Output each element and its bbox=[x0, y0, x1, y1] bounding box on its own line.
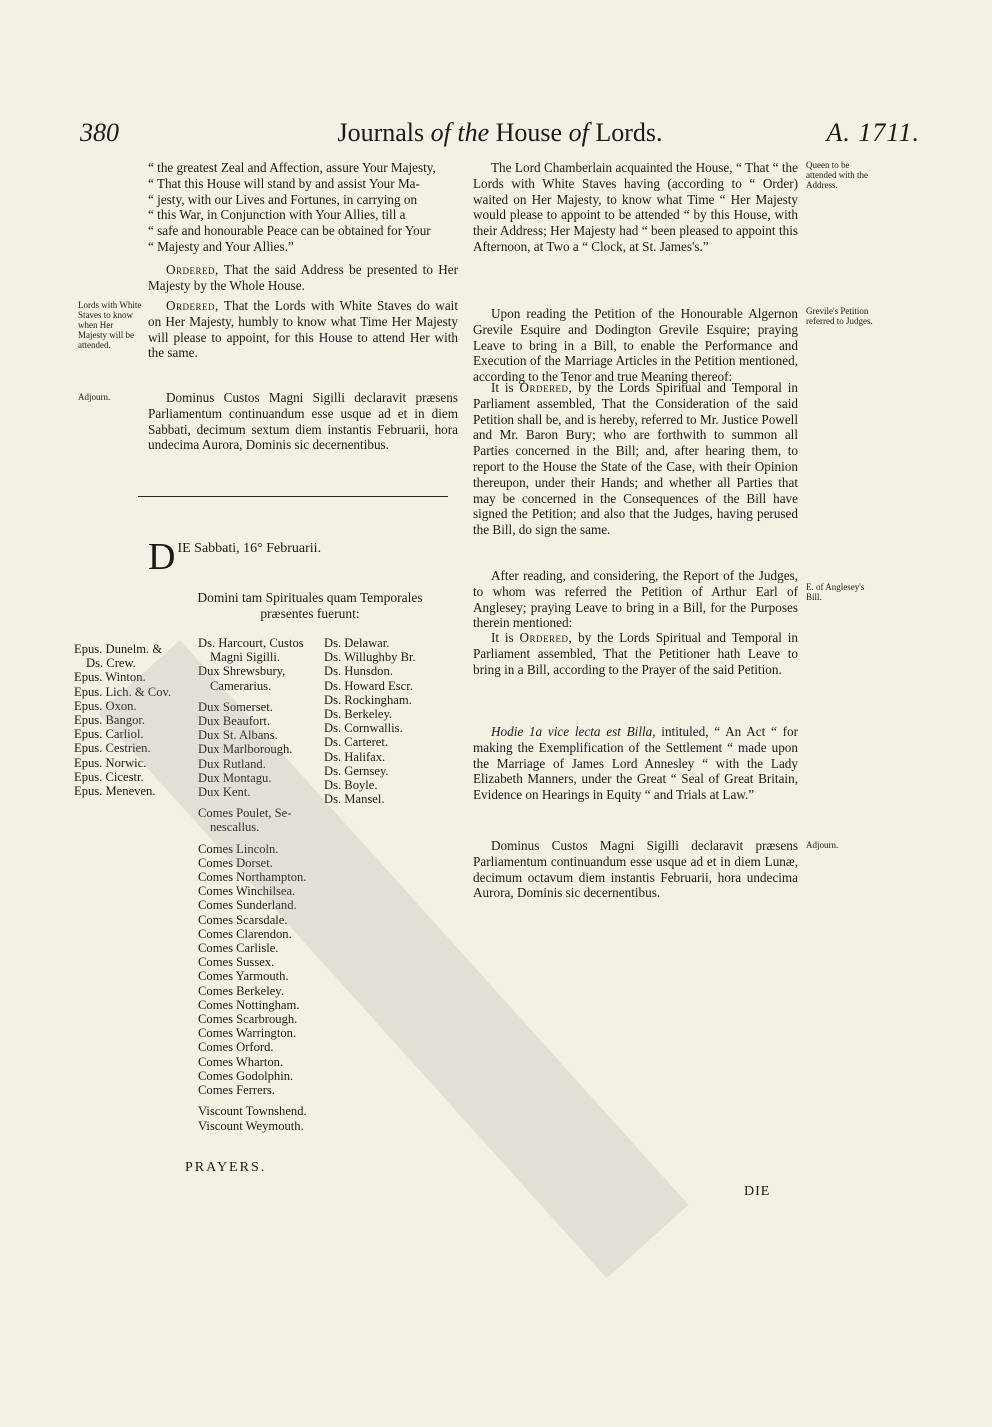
ordered-anglesey: It is Ordered, by the Lords Spiritual and Temporal in Parliament assembled, That the Petitioner hath Leave to bring in a Bill, according to the Prayer of the said Petition. bbox=[473, 630, 799, 677]
margin-note-anglesey: E. of Anglesey's Bill. bbox=[806, 582, 865, 602]
margin-note-grevile: Grevile's Petition referred to Judges. bbox=[806, 306, 873, 326]
running-title: Journals of the House of Lords. bbox=[337, 118, 663, 147]
margin-note-adjourn-left: Adjourn. bbox=[78, 392, 111, 402]
chamberlain-paragraph: The Lord Chamberlain acquainted the House, “ That “ the Lords with White Staves having (according to “ Order) waited on Her Majesty, to know what Time “ Her Majesty would please to appoint to be attended “ by this House, with their Address; Her Majesty had “ been pleased to appoint this Afternoon, at Two a “ Clock, at St. James's.” bbox=[473, 160, 798, 254]
petition-grevile: Upon reading the Petition of the Honourable Algernon Grevile Esquire and Dodington Grevile Esquire; praying Leave to bring in a Bill, to enable the Performance and Execution of the Marriage Articles in the Petition mentioned, according to the Tenor and true Meaning thereof: bbox=[473, 306, 798, 385]
margin-note-queen: Queen to be attended with the Address. bbox=[806, 160, 868, 190]
hodie-billa: Hodie 1a vice lecta est Billa, intituled, “ An Act “ for making the Exemplification of the Settlement “ made upon the Marriage of James Lord Annesley “ with the Lady Elizabeth Manners, under the Great “ Seal of Great Britain, Evidence on Hearings in Equity “ and Trials at Law.” bbox=[473, 724, 798, 803]
report-anglesey: After reading, and considering, the Report of the Judges, to whom was referred the Petition of Arthur Earl of Anglesey; praying Leave to bring in a Bill, for the Purposes therein mentioned: bbox=[473, 568, 798, 631]
margin-note-adjourn-right: Adjourn. bbox=[806, 840, 839, 850]
catchword: DIE bbox=[744, 1184, 771, 1199]
margin-note-white-staves: Lords with White Staves to know when Her Majesty will be attended. bbox=[78, 300, 142, 350]
drop-cap: D bbox=[148, 536, 176, 578]
ordered-white-staves: Ordered, That the Lords with White Staves do wait on Her Majesty, humbly to know what Time Her Majesty will please to appoint, for this House to attend Her with the same. bbox=[148, 298, 458, 361]
section-divider bbox=[138, 496, 448, 497]
ordered-address: Ordered, That the said Address be presented to Her Majesty by the Whole House. bbox=[148, 262, 458, 293]
address-quote: “ the greatest Zeal and Affection, assure Your Majesty, “ That this House will stand by and assist Your Ma- “ jesty, with our Lives and Fortunes, in carrying on “ this War, in Conjunction with Your Allies, till a “ safe and honourable Peace can be obtained for Your “ Majesty and Your Allies.” bbox=[148, 160, 436, 254]
prayers-heading: PRAYERS. bbox=[185, 1160, 267, 1175]
attendance-col-bishops: Epus. Dunelm. & Ds. Crew. Epus. Winton. Epus. Lich. & Cov. Epus. Oxon. Epus. Bangor. Epus. Carliol. Epus. Cestrien. Epus. Norwic. Epus. Cicestr. Epus. Meneven. bbox=[74, 642, 172, 799]
year: A. 1711. bbox=[826, 118, 920, 147]
adjournment-text-right: Dominus Custos Magni Sigilli declaravit præsens Parliamentum continuandum esse usque ad et in diem Lunæ, decimum octavum diem instantis Februarii, hora undecima Aurora, Dominis sic decernentibus. bbox=[473, 838, 798, 901]
ordered-grevile: It is Ordered, by the Lords Spiritual and Temporal in Parliament assembled, That the Consideration of the said Petition shall be, and is hereby, referred to Mr. Justice Powell and Mr. Baron Bury; who are forthwith to summon all Parties concerned in the Bill; and, after hearing them, to report to the House the State of the Case, with their Opinion thereupon, under their Hands; and whether all Parties that may be concerned in the Consequences of the Bill have signed the Petition; and also that the Judges, having perused the Bill, do sign the same. bbox=[473, 380, 799, 538]
running-header bbox=[80, 118, 920, 158]
domini-heading: Domini tam Spirituales quam Temporales præsentes fuerunt: bbox=[197, 590, 423, 621]
attendance-col-barons: Ds. Delawar. Ds. Willughby Br. Ds. Hunsdon. Ds. Howard Escr. Ds. Rockingham. Ds. Berkeley. Ds. Cornwallis. Ds. Carteret. Ds. Halifax. Ds. Gernsey. Ds. Boyle. Ds. Mansel. bbox=[324, 636, 416, 807]
die-heading: D IE Sabbati, 16° Februarii. bbox=[148, 536, 322, 578]
adjournment-text: Dominus Custos Magni Sigilli declaravit præsens Parliamentum continuandum esse usque ad et in diem Sabbati, decimum sextum diem instantis Februarii, hora undecima Aurora, Dominis sic decernentibus. bbox=[148, 390, 458, 453]
page-number: 380 bbox=[80, 118, 119, 147]
attendance-col-dukes-earls: Ds. Harcourt, Custos Magni Sigilli. Dux Shrewsbury, Camerarius. Dux Somerset. Dux Beaufort. Dux St. Albans. Dux Marlborough. Dux Rutland. Dux Montagu. Dux Kent. Comes Poulet, Se- nescallus. Comes Lincoln. Comes Dorset. Comes Northampton. Comes Winchilsea. Comes Sunderland. Comes Scarsdale. Comes Clarendon. Comes Carlisle. Comes Sussex. Comes Yarmouth. Comes Berkeley. Comes Nottingham. Comes Scarbrough. Comes Warrington. Comes Orford. Comes Wharton. Comes Godolphin. Comes Ferrers. Viscount Townshend. Viscount Weymouth. bbox=[198, 636, 307, 1133]
